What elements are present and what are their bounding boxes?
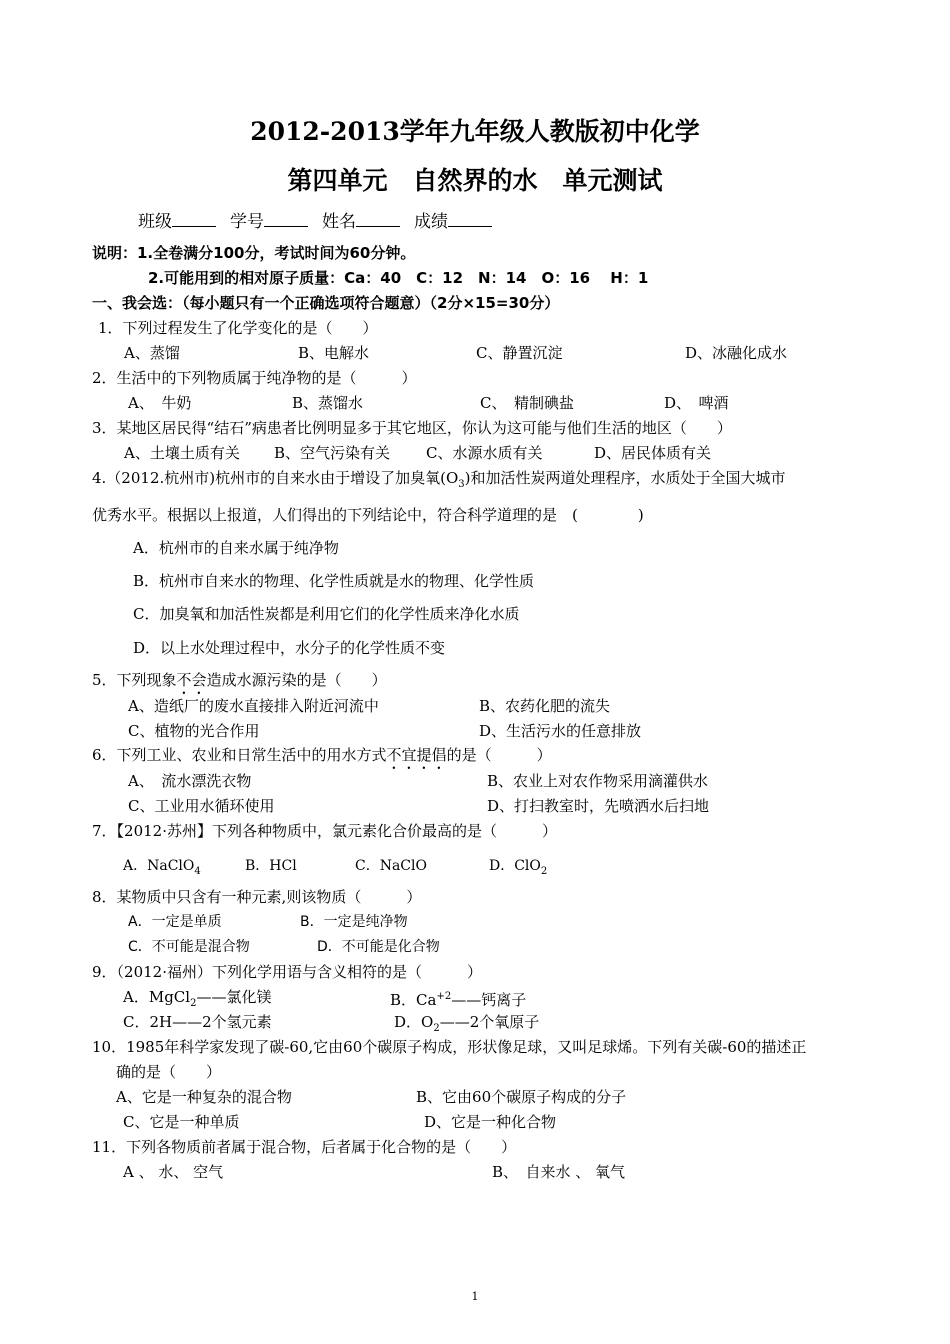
q3-option-a: A、土壤土质有关 <box>124 444 240 462</box>
q10-option-b: B、它由60个碳原子构成的分子 <box>416 1088 627 1106</box>
q7-option-a-subscript: 4 <box>194 865 201 877</box>
q9-option-b-formula: B．Ca <box>390 991 437 1009</box>
q6-stem-part-a: 6．下列工业、农业和日常生活中的用水方式 <box>92 746 387 764</box>
q1-option-a: A、蒸馏 <box>124 344 180 362</box>
q9-option-b <box>390 987 526 1010</box>
q5-option-d: D、生活污水的任意排放 <box>479 722 642 740</box>
q9-option-a <box>123 987 271 1014</box>
q4-option-d: D．以上水处理过程中，水分子的化学性质不变 <box>133 639 446 657</box>
q4-stem-part-a: 4.（2012.杭州市)杭州市的自来水由于增设了加臭氧(O <box>92 469 459 487</box>
q2-stem: 2．生活中的下列物质属于纯净物的是（ ） <box>92 369 417 387</box>
q9-option-b-superscript: +2 <box>436 991 452 1002</box>
field-class-blank[interactable] <box>172 208 216 227</box>
q9-option-a-subscript: 2 <box>190 998 197 1009</box>
q11-option-b: B、 自来水 、 氧气 <box>492 1163 626 1181</box>
q6-option-d: D、打扫教室时，先喷洒水后扫地 <box>487 797 710 815</box>
q3-option-c: C、水源水质有关 <box>426 444 543 462</box>
field-class-label: 班级 <box>138 212 172 232</box>
q7-stem: 7．【2012·苏州】下列各种物质中，氯元素化合价最高的是（ ） <box>92 822 557 840</box>
q4-stem-line-2: 优秀水平。根据以上报道，人们得出的下列结论中，符合科学道理的是 ( ) <box>92 506 644 524</box>
field-id-label: 学号 <box>230 212 264 232</box>
q1-option-b: B、电解水 <box>298 344 370 362</box>
field-id-blank[interactable] <box>264 208 308 227</box>
section-heading: 一、我会选：（每小题只有一个正确选项符合题意）（2分×15=30分） <box>92 294 560 312</box>
field-score-blank[interactable] <box>448 208 492 227</box>
q10-stem: 10．1985年科学家发现了碳-60,它由60个碳原子构成，形状像足球，又叫足球烯。下列有关碳-60的描述正 <box>92 1038 807 1056</box>
q4-option-a: A．杭州市的自来水属于纯净物 <box>133 539 339 557</box>
q4-stem <box>92 468 786 495</box>
q9-stem: 9．（2012·福州）下列化学用语与含义相符的是（ ） <box>92 963 482 981</box>
q10-stem-line-2: 确的是（ ） <box>116 1063 222 1081</box>
q7-option-d-subscript: 2 <box>540 865 548 877</box>
q5-stem-part-b: 造成水源污染的是（ ） <box>206 671 387 689</box>
exam-title: 2012-2013学年九年级人教版初中化学 <box>250 117 700 146</box>
q5-emphasis: 不会 <box>176 671 207 689</box>
exam-subtitle: 第四单元 自然界的水 单元测试 <box>287 166 663 195</box>
q7-option-a <box>123 856 201 882</box>
q7-option-b: B．HCl <box>245 858 297 874</box>
q9-option-d-formula: D．O <box>394 1013 434 1031</box>
field-score-label: 成绩 <box>414 212 448 232</box>
q1-stem: 1．下列过程发生了化学变化的是（ ） <box>98 319 378 337</box>
q7-option-d <box>489 856 547 882</box>
q6-option-b: B、农业上对农作物采用滴灌供水 <box>487 772 709 790</box>
q4-stem-part-b: )和加活性炭两道处理程序，水质处于全国大城市 <box>464 469 786 487</box>
q8-stem: 8．某物质中只含有一种元素,则该物质（ ） <box>92 888 422 906</box>
q9-option-b-meaning: ——钙离子 <box>451 991 527 1009</box>
q5-option-c: C、植物的光合作用 <box>128 722 260 740</box>
q2-option-a: A、 牛奶 <box>128 394 192 412</box>
q6-option-a: A、 流水漂洗衣物 <box>128 772 252 790</box>
q9-option-a-formula: A．MgCl <box>123 988 191 1006</box>
q11-stem: 11．下列各物质前者属于混合物，后者属于化合物的是（ ） <box>92 1138 517 1156</box>
q8-option-d: D．不可能是化合物 <box>317 939 440 955</box>
q4-option-c: C．加臭氧和加活性炭都是利用它们的化学性质来净化水质 <box>133 605 520 623</box>
student-info-fields <box>138 208 506 233</box>
q3-stem: 3．某地区居民得“结石”病患者比例明显多于其它地区，你认为这可能与他们生活的地区（ ） <box>92 419 732 437</box>
q1-option-c: C、静置沉淀 <box>476 344 563 362</box>
q10-option-a: A、它是一种复杂的混合物 <box>116 1088 292 1106</box>
q5-stem <box>92 670 387 698</box>
q7-option-a-text: A．NaClO <box>123 858 195 874</box>
q5-option-a: A、造纸厂的废水直接排入附近河流中 <box>128 697 379 715</box>
q2-option-b: B、蒸馏水 <box>292 394 364 412</box>
field-name-blank[interactable] <box>356 208 400 227</box>
q11-option-a: A 、 水、 空气 <box>123 1163 224 1181</box>
q4-option-b: B．杭州市自来水的物理、化学性质就是水的物理、化学性质 <box>133 572 535 590</box>
q4-stem-subscript: 3 <box>458 479 465 490</box>
q5-stem-part-a: 5．下列现象 <box>92 671 177 689</box>
q3-option-d: D、居民体质有关 <box>594 444 712 462</box>
q1-option-d: D、冰融化成水 <box>685 344 788 362</box>
note-line-1: 说明：1.全卷满分100分，考试时间为60分钟。 <box>92 244 416 262</box>
q10-option-c: C、它是一种单质 <box>123 1113 240 1131</box>
q2-option-c: C、 精制碘盐 <box>480 394 574 412</box>
q8-option-a: A．一定是单质 <box>128 914 222 930</box>
q5-option-b: B、农药化肥的流失 <box>479 697 611 715</box>
note-line-2: 2.可能用到的相对原子质量：Ca：40 C：12 N：14 O：16 H：1 <box>148 269 649 287</box>
q6-emphasis: 不宜提倡 <box>386 746 447 764</box>
q6-stem-part-b: 的是（ ） <box>446 746 552 764</box>
q6-option-c: C、工业用水循环使用 <box>128 797 275 815</box>
q3-option-b: B、空气污染有关 <box>274 444 391 462</box>
q9-option-a-meaning: ——氯化镁 <box>196 988 272 1006</box>
q9-option-d <box>394 1012 539 1039</box>
q8-option-c: C．不可能是混合物 <box>128 939 250 955</box>
q2-option-d: D、 啤酒 <box>664 394 729 412</box>
field-name-label: 姓名 <box>322 212 356 232</box>
q8-option-b: B．一定是纯净物 <box>300 914 408 930</box>
q7-option-c: C．NaClO <box>355 858 427 874</box>
q9-option-d-subscript: 2 <box>433 1023 440 1034</box>
q9-option-c: C．2H——2个氢元素 <box>123 1013 272 1031</box>
q6-stem <box>92 745 552 773</box>
q7-option-d-text: D．ClO <box>489 858 541 874</box>
q9-option-d-meaning: ——2个氧原子 <box>439 1013 540 1031</box>
page-number: 1 <box>471 1290 479 1303</box>
q10-option-d: D、它是一种化合物 <box>424 1113 557 1131</box>
